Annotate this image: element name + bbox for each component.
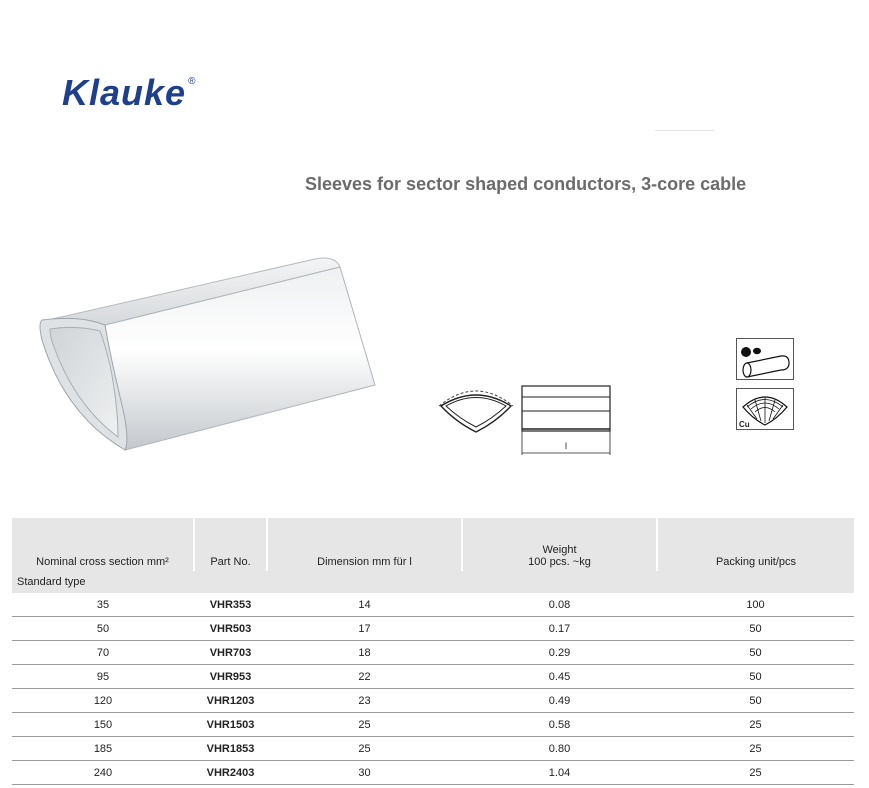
cell-part-no: VHR503 [194, 617, 267, 641]
cell-weight: 0.49 [462, 689, 657, 713]
cell-part-no: VHR1503 [194, 713, 267, 737]
table-row [12, 761, 854, 785]
table-row [12, 617, 854, 641]
table-row [12, 713, 854, 737]
cell-cross-section: 150 [12, 713, 194, 737]
cell-packing: 25 [657, 713, 854, 737]
product-table [12, 518, 854, 785]
klauke-logo [62, 72, 197, 114]
cell-packing: 50 [657, 617, 854, 641]
header-weight-line2: 100 pcs. ~kg [528, 556, 591, 568]
cell-dimension: 25 [267, 713, 462, 737]
group-row [12, 571, 854, 593]
header-dimension: Dimension mm für l [267, 518, 462, 571]
cell-cross-section: 70 [12, 641, 194, 665]
cell-part-no: VHR703 [194, 641, 267, 665]
table-row [12, 737, 854, 761]
header-part-no: Part No. [194, 518, 267, 571]
sector-profile-drawing [436, 378, 516, 438]
cell-cross-section: 185 [12, 737, 194, 761]
cell-weight: 0.80 [462, 737, 657, 761]
table-header-row [12, 518, 854, 571]
cell-packing: 25 [657, 761, 854, 785]
cell-dimension: 17 [267, 617, 462, 641]
registered-mark: ® [188, 76, 197, 87]
cell-weight: 0.58 [462, 713, 657, 737]
cell-weight: 0.17 [462, 617, 657, 641]
cell-packing: 50 [657, 665, 854, 689]
cell-part-no: VHR353 [194, 593, 267, 617]
cell-cross-section: 50 [12, 617, 194, 641]
decorative-line [655, 130, 715, 131]
header-packing: Packing unit/pcs [657, 518, 854, 571]
copper-label: Cu [739, 420, 750, 429]
cell-packing: 50 [657, 641, 854, 665]
cell-packing: 50 [657, 689, 854, 713]
cell-cross-section: 240 [12, 761, 194, 785]
length-label: l [565, 441, 567, 451]
cell-part-no: VHR2403 [194, 761, 267, 785]
cell-dimension: 30 [267, 761, 462, 785]
cell-dimension: 25 [267, 737, 462, 761]
header-weight-line1: Weight [542, 544, 577, 556]
header-cross-section: Nominal cross section mm² [12, 518, 194, 571]
sleeve-material-icon [736, 338, 794, 380]
cell-weight: 0.08 [462, 593, 657, 617]
cell-dimension: 23 [267, 689, 462, 713]
cell-weight: 0.29 [462, 641, 657, 665]
table-row [12, 665, 854, 689]
cell-packing: 100 [657, 593, 854, 617]
cell-cross-section: 35 [12, 593, 194, 617]
copper-sector-conductor-icon [736, 388, 794, 430]
cell-dimension: 18 [267, 641, 462, 665]
table-row [12, 689, 854, 713]
brand-name: Klauke [62, 72, 187, 113]
cell-dimension: 22 [267, 665, 462, 689]
cell-part-no: VHR953 [194, 665, 267, 689]
sleeve-side-drawing [518, 383, 618, 463]
cell-cross-section: 95 [12, 665, 194, 689]
cell-dimension: 14 [267, 593, 462, 617]
cell-packing: 25 [657, 737, 854, 761]
page-title: Sleeves for sector shaped conductors, 3-core cable [305, 174, 747, 194]
cell-weight: 1.04 [462, 761, 657, 785]
cell-part-no: VHR1853 [194, 737, 267, 761]
table-row [12, 641, 854, 665]
cell-part-no: VHR1203 [194, 689, 267, 713]
group-label: Standard type [12, 571, 854, 593]
table-row [12, 593, 854, 617]
sleeve-product-image [30, 245, 380, 460]
cell-cross-section: 120 [12, 689, 194, 713]
header-weight [462, 518, 657, 571]
cell-weight: 0.45 [462, 665, 657, 689]
